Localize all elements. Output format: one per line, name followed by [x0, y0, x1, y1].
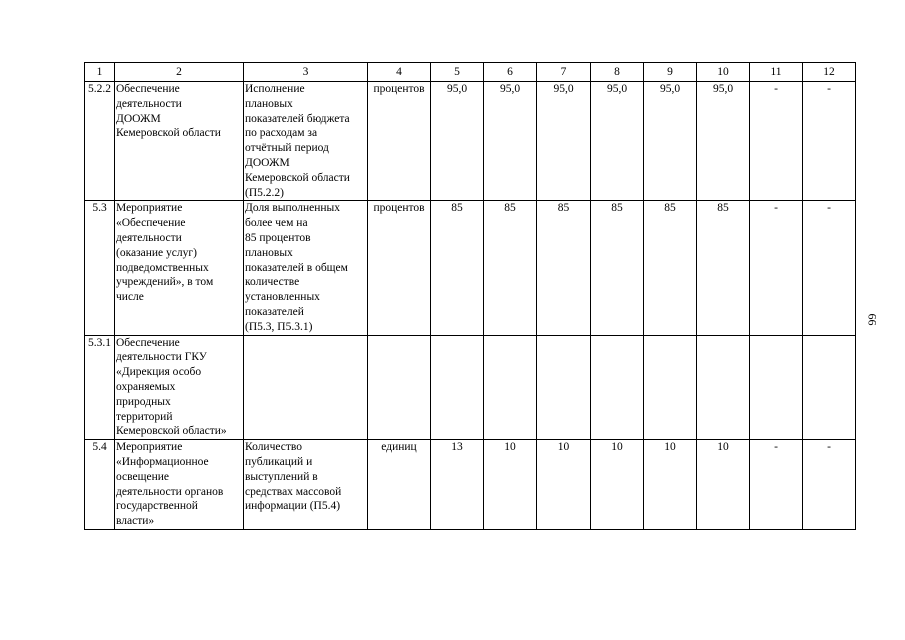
header-cell: 8 — [591, 63, 644, 82]
value-cell: 95,0 — [537, 82, 591, 201]
value-cell: 95,0 — [644, 82, 697, 201]
header-cell: 1 — [85, 63, 115, 82]
value-cell: 85 — [591, 201, 644, 335]
value-cell: - — [750, 82, 803, 201]
value-cell: - — [750, 201, 803, 335]
table-row — [85, 82, 856, 201]
header-cell: 10 — [697, 63, 750, 82]
table-row — [85, 335, 856, 440]
value-cell: 85 — [484, 201, 537, 335]
value-cell: 10 — [644, 440, 697, 530]
indicators-table — [84, 62, 856, 530]
row-indicator-text: Количество публикаций и выступлений в средствах массовой информации (П5.4) — [245, 441, 342, 513]
value-cell: 95,0 — [591, 82, 644, 201]
value-cell — [750, 335, 803, 440]
page-number: 66 — [865, 313, 880, 326]
value-cell — [537, 335, 591, 440]
header-cell: 6 — [484, 63, 537, 82]
row-unit — [368, 335, 431, 440]
value-cell: - — [750, 440, 803, 530]
row-indicator — [244, 335, 368, 440]
row-indicator-text: Доля выполненных более чем на 85 процентов плановых показателей в общем количестве установленных показателей (П5.3, П5.3.1) — [245, 202, 348, 333]
row-indicator — [244, 82, 368, 201]
value-cell: 85 — [644, 201, 697, 335]
row-unit: единиц — [368, 440, 431, 530]
value-cell: 10 — [591, 440, 644, 530]
value-cell: - — [803, 201, 856, 335]
row-unit: процентов — [368, 201, 431, 335]
header-cell: 4 — [368, 63, 431, 82]
row-name-text: Обеспечение деятельности ДООЖМ Кемеровской области — [116, 83, 221, 140]
row-number: 5.3.1 — [85, 335, 115, 440]
row-name — [115, 82, 244, 201]
value-cell: 95,0 — [484, 82, 537, 201]
value-cell: 85 — [697, 201, 750, 335]
header-cell: 7 — [537, 63, 591, 82]
value-cell: 95,0 — [431, 82, 484, 201]
value-cell: 95,0 — [697, 82, 750, 201]
value-cell — [697, 335, 750, 440]
value-cell: 10 — [697, 440, 750, 530]
row-indicator — [244, 440, 368, 530]
header-cell: 3 — [244, 63, 368, 82]
row-name-text: Мероприятие «Информационное освещение деятельности органов государственной власти» — [116, 441, 224, 528]
row-name-text: Обеспечение деятельности ГКУ «Дирекция особо охраняемых природных территорий Кемеровской области» — [116, 336, 227, 438]
header-cell: 5 — [431, 63, 484, 82]
value-cell: 10 — [484, 440, 537, 530]
value-cell — [591, 335, 644, 440]
row-indicator-text: Исполнение плановых показателей бюджета по расходам за отчётный период ДООЖМ Кемеровской области (П5.2.2) — [245, 83, 350, 199]
value-cell: - — [803, 440, 856, 530]
row-name — [115, 440, 244, 530]
value-cell: 85 — [537, 201, 591, 335]
value-cell — [803, 335, 856, 440]
value-cell: - — [803, 82, 856, 201]
row-number: 5.4 — [85, 440, 115, 530]
header-cell: 11 — [750, 63, 803, 82]
value-cell: 13 — [431, 440, 484, 530]
table-row — [85, 201, 856, 335]
row-indicator — [244, 201, 368, 335]
value-cell: 85 — [431, 201, 484, 335]
row-unit: процентов — [368, 82, 431, 201]
row-name — [115, 201, 244, 335]
header-cell: 9 — [644, 63, 697, 82]
header-cell: 2 — [115, 63, 244, 82]
row-name-text: Мероприятие «Обеспечение деятельности (оказание услуг) подведомственных учреждений», в том числе — [116, 202, 214, 304]
value-cell — [431, 335, 484, 440]
value-cell — [644, 335, 697, 440]
table-header-row — [85, 63, 856, 82]
header-cell: 12 — [803, 63, 856, 82]
row-number: 5.3 — [85, 201, 115, 335]
row-number: 5.2.2 — [85, 82, 115, 201]
row-name — [115, 335, 244, 440]
value-cell: 10 — [537, 440, 591, 530]
value-cell — [484, 335, 537, 440]
table-row — [85, 440, 856, 530]
